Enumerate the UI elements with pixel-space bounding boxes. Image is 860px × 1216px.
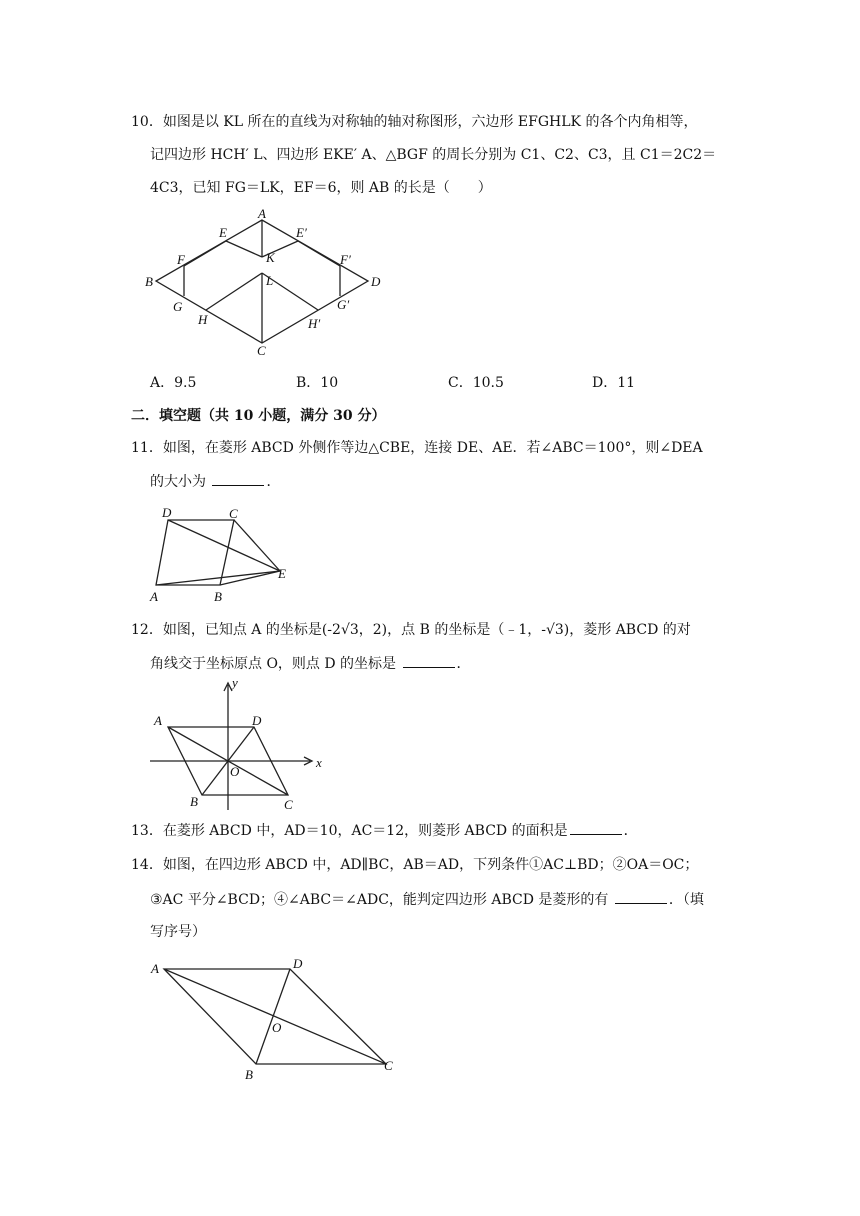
label-L: L xyxy=(266,273,274,288)
q10-line1 xyxy=(131,112,697,132)
q11-figure xyxy=(140,500,310,605)
label-O: O xyxy=(230,764,240,779)
q14-line2: ③AC 平分∠BCD；④∠ABC＝∠ADC，能判定四边形 ABCD 是菱形的有 ．（填 xyxy=(150,889,704,910)
segment-be xyxy=(220,571,280,585)
question-number: 13． xyxy=(131,823,163,839)
question-text: 如图，在菱形 ABCD 外侧作等边△CBE，连接 DE、AE．若∠ABC＝100°，则∠DEA xyxy=(162,440,703,456)
option-c: C．10.5 xyxy=(448,375,504,391)
q12-line2: 角线交于坐标原点 O，则点 D 的坐标是 ． xyxy=(150,653,471,674)
label-A: A xyxy=(154,713,162,728)
segment-hl xyxy=(206,273,262,310)
label-B: B xyxy=(190,794,198,809)
answer-blank[interactable] xyxy=(212,471,264,486)
q11-line1 xyxy=(131,438,703,458)
section-title: 二．填空题（共 10 小题，满分 30 分） xyxy=(131,408,386,424)
label-D: D xyxy=(252,713,262,728)
label-G: G xyxy=(173,299,183,314)
option-d: D．11 xyxy=(592,375,636,391)
q14-figure xyxy=(140,952,410,1082)
q14-line1 xyxy=(131,855,698,875)
segment-fe xyxy=(184,241,226,266)
q12-figure xyxy=(140,675,340,815)
label-C: C xyxy=(229,506,238,521)
label-F2: F′ xyxy=(340,252,351,267)
label-E2: E′ xyxy=(296,225,307,240)
diagonal-ac xyxy=(164,969,386,1064)
label-G2: G′ xyxy=(337,297,350,312)
label-E: E xyxy=(219,225,227,240)
label-A: A xyxy=(258,206,266,221)
q10-line3: 4C3，已知 FG＝LK，EF＝6，则 AB 的长是（ ） xyxy=(150,180,492,196)
answer-blank[interactable] xyxy=(615,889,667,904)
diagonal-bd xyxy=(256,969,290,1064)
rhombus-abcd xyxy=(156,520,234,585)
q13-line: 13．在菱形 ABCD 中，AD＝10，AC＝12，则菱形 ABCD 的面积是 ． xyxy=(131,820,638,841)
question-number: 11． xyxy=(131,440,163,456)
label-O: O xyxy=(272,1020,282,1035)
segment-ce xyxy=(234,520,280,571)
label-A: A xyxy=(151,961,159,976)
answer-blank[interactable] xyxy=(403,653,455,668)
label-D: D xyxy=(371,274,381,289)
label-A: A xyxy=(150,589,158,604)
segment-e2f2 xyxy=(298,241,340,266)
label-B: B xyxy=(245,1067,253,1082)
question-text: 在菱形 ABCD 中，AD＝10，AC＝12，则菱形 ABCD 的面积是 xyxy=(162,823,568,839)
q10-figure xyxy=(140,205,400,365)
question-text: 如图是以 KL 所在的直线为对称轴的轴对称图形，六边形 EFGHLK 的各个内角相等， xyxy=(162,114,698,130)
question-number: 14． xyxy=(131,857,163,873)
label-y: y xyxy=(232,675,238,690)
option-b: B．10 xyxy=(296,375,339,391)
label-H2: H′ xyxy=(308,316,321,331)
question-text: 如图，已知点 A 的坐标是(-2√3，2)，点 B 的坐标是（﹣1，-√3)，菱形 ABCD 的对 xyxy=(162,622,691,638)
answer-blank[interactable] xyxy=(570,820,622,835)
label-x: x xyxy=(316,755,322,770)
label-D: D xyxy=(293,956,303,971)
question-number: 12． xyxy=(131,622,163,638)
q14-line3: 写序号） xyxy=(150,924,206,940)
label-C: C xyxy=(257,343,266,358)
q10-line2: 记四边形 HCH′ L、四边形 EKE′ A、△BGF 的周长分别为 C1、C2、C3，且 C1＝2C2＝ xyxy=(150,147,717,163)
label-K: K xyxy=(266,250,275,265)
question-number: 10． xyxy=(131,114,163,130)
q11-line2: 的大小为 ． xyxy=(150,471,280,492)
label-F: F xyxy=(177,252,185,267)
label-E: E xyxy=(278,566,286,581)
option-a: A．9.5 xyxy=(150,375,197,391)
label-B: B xyxy=(214,589,222,604)
label-H: H xyxy=(198,312,208,327)
segment-ae xyxy=(156,571,280,585)
label-C: C xyxy=(284,797,293,812)
question-text: 如图，在四边形 ABCD 中，AD∥BC，AB＝AD，下列条件①AC⊥BD；②OA＝OC； xyxy=(162,857,699,873)
label-C: C xyxy=(384,1058,393,1073)
label-D: D xyxy=(162,505,172,520)
segment-ek xyxy=(226,241,262,257)
label-B: B xyxy=(145,274,153,289)
q12-line1 xyxy=(131,620,691,640)
